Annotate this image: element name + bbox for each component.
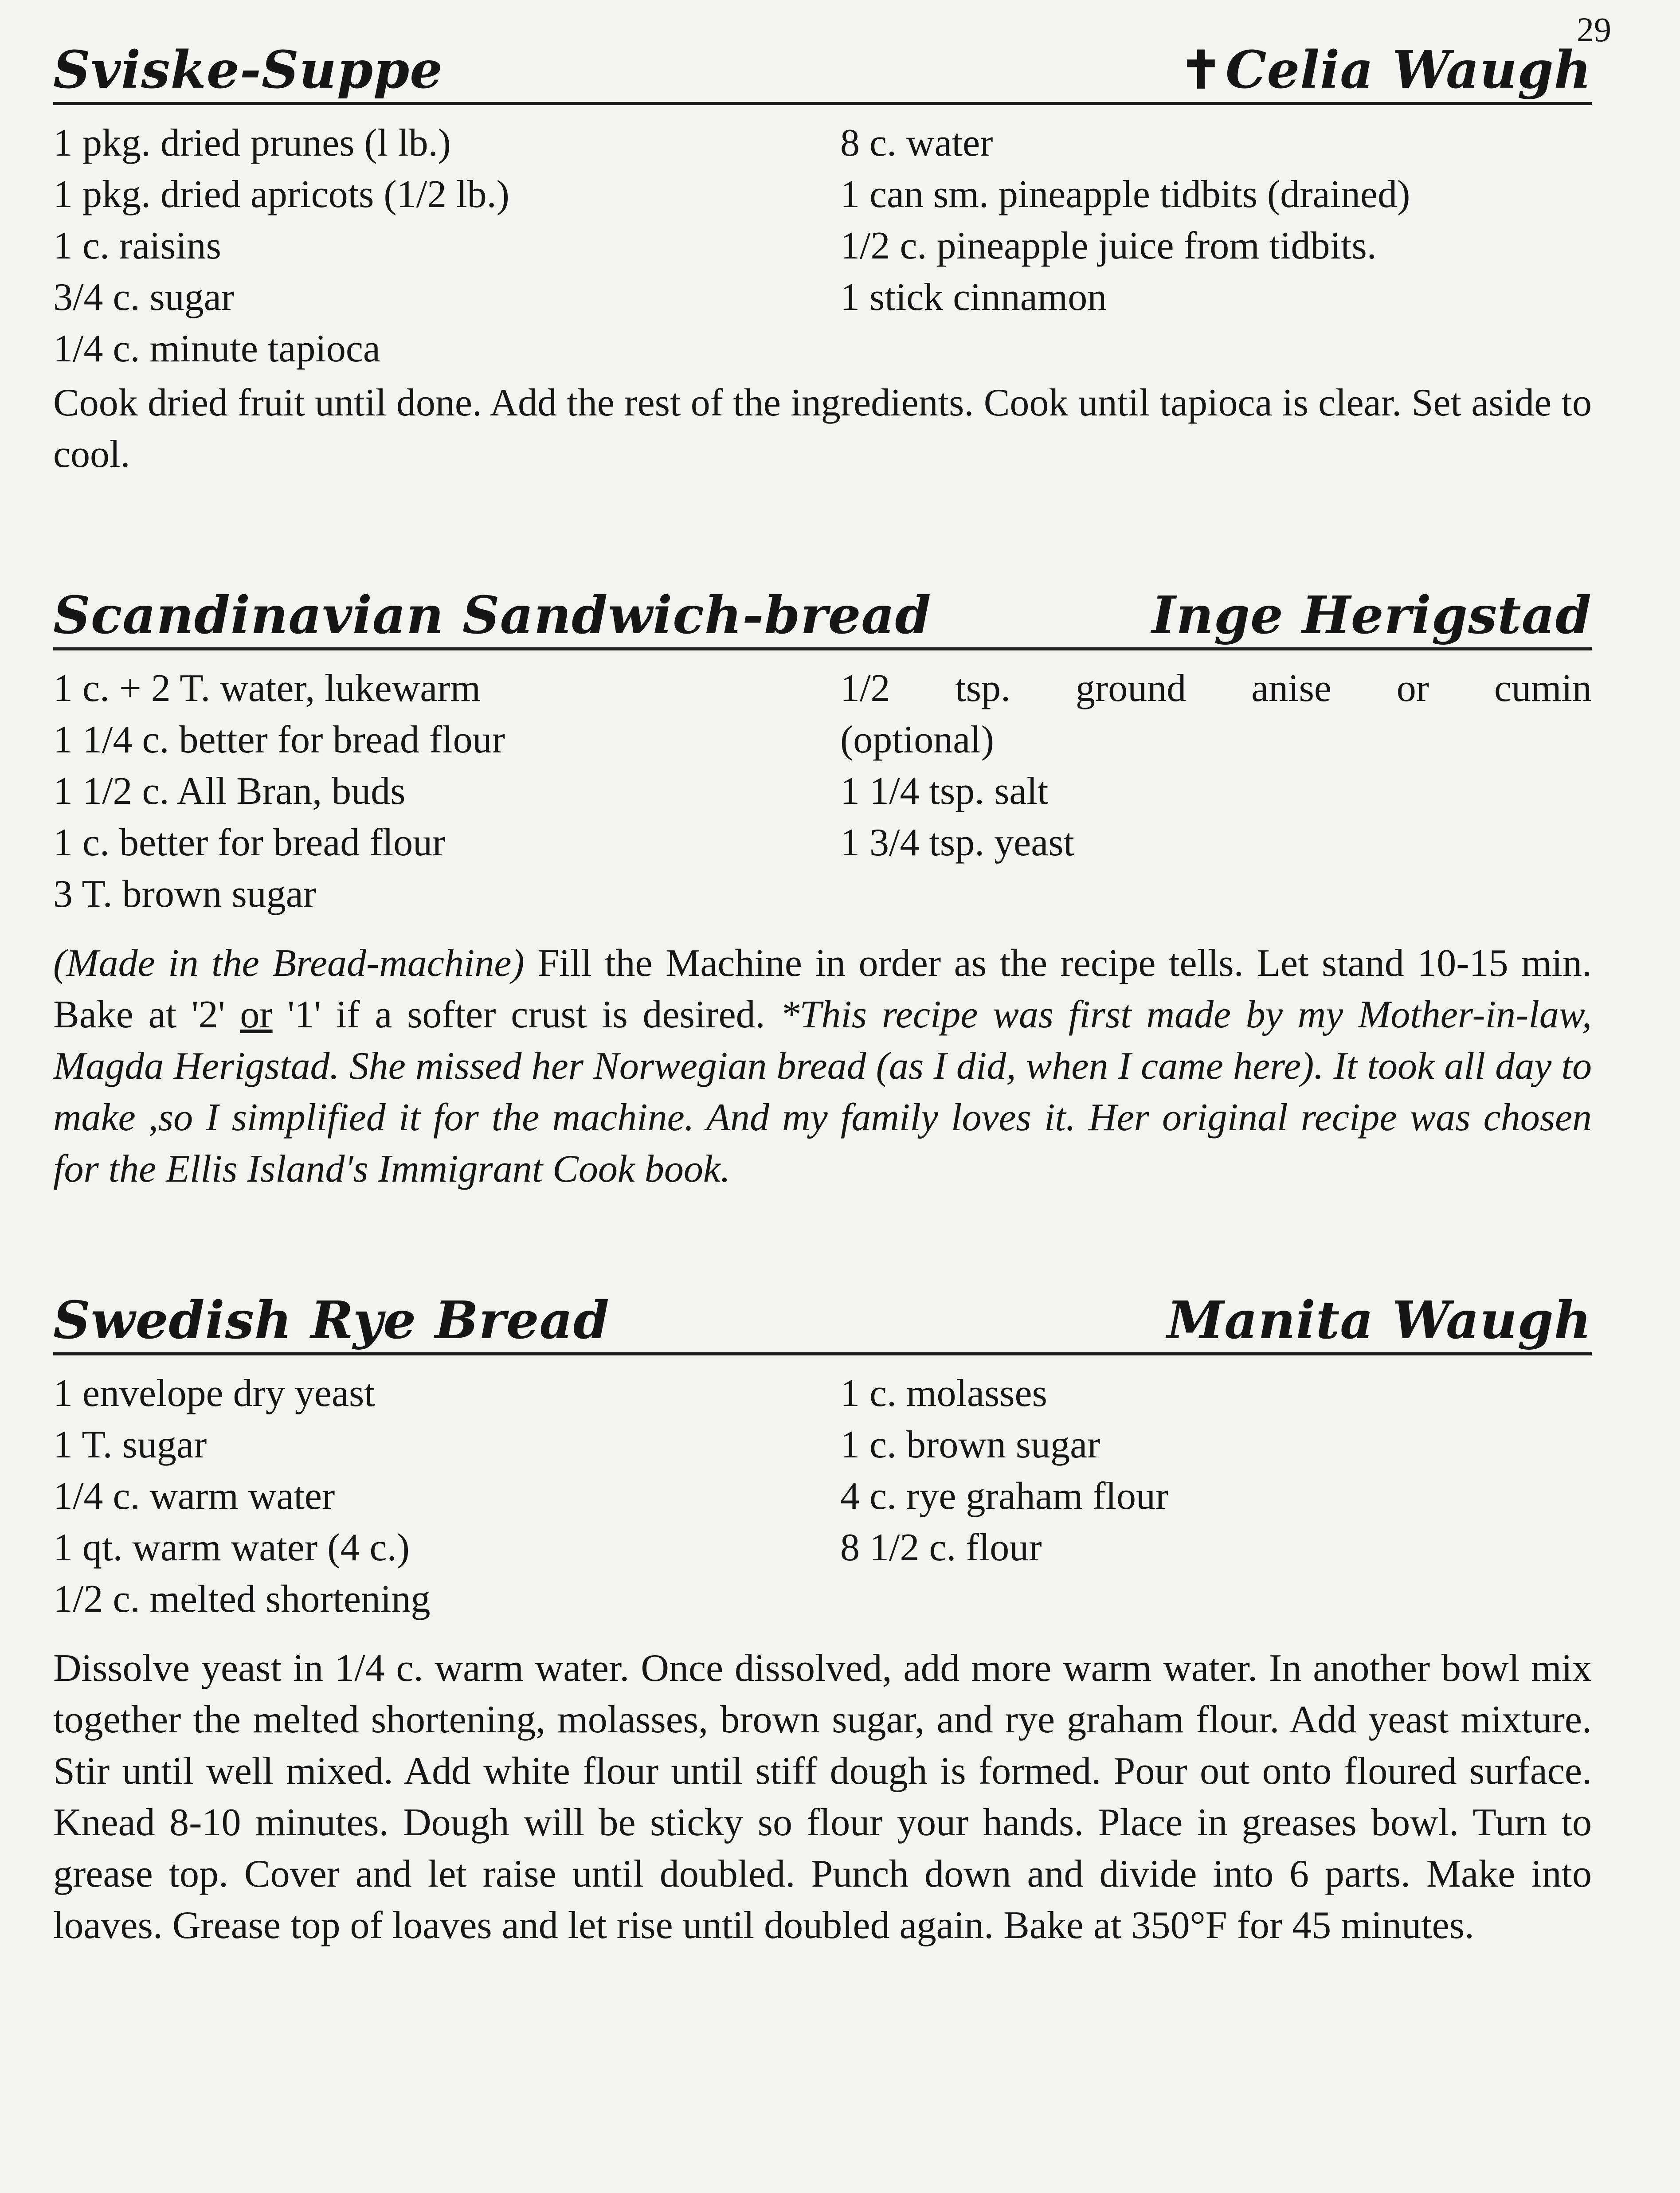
ingredient-item: 1 pkg. dried apricots (1/2 lb.) [53, 173, 509, 216]
instructions-note: *This recipe was first made by my Mother-in-law, Magda Herigstad. She missed her Norwegian bread (as I did, when I came here). It took all day to make ,so I simplified it for the machine. And my family loves it. Her original recipe was chosen for the Ellis Island's Immigrant Cook book. [53, 993, 1592, 1190]
recipe-scandinavian-sandwich-bread [53, 581, 1592, 1195]
ingredient-item: 1 c. raisins [53, 224, 221, 267]
recipe-title: Sviske-Suppe [53, 40, 443, 100]
word: anise [1251, 667, 1331, 710]
ingredient-item: 1 can sm. pineapple tidbits (drained) [840, 173, 1410, 216]
ingredient-item: 1 1/4 c. better for bread flour [53, 718, 505, 761]
ingredient-item: 3 T. brown sugar [53, 873, 317, 916]
ingredient-item: 1 1/4 tsp. salt [840, 770, 1049, 813]
ingredient-item: 1 envelope dry yeast [53, 1372, 375, 1415]
ingredient-item: 1/2 c. melted shortening [53, 1578, 431, 1621]
ingredient-item: 1/4 c. minute tapioca [53, 327, 380, 370]
word: cumin [1494, 667, 1592, 710]
recipe-author: Inge Herigstad [1151, 585, 1592, 646]
ingredient-item: 1 1/2 c. All Bran, buds [53, 770, 406, 813]
ingredient-item: 1 c. molasses [840, 1372, 1047, 1415]
ingredient-item: 1 c. + 2 T. water, lukewarm [53, 667, 481, 710]
ingredient-item: 1 T. sugar [53, 1423, 207, 1466]
ingredient-item: 1 qt. warm water (4 c.) [53, 1526, 410, 1569]
recipe-instructions: Dissolve yeast in 1/4 c. warm water. Once dissolved, add more warm water. In another bowl mix together the melted shortening, molasses, brown sugar, and rye graham flour. Add yeast mixture. Stir until well mixed. Add white flour until stiff dough is formed. Pour out onto floured surface. Knead 8-10 minutes. Dough will be sticky so flour your hands. Place in greases bowl. Turn to grease top. Cover and let raise until doubled. Punch down and divide into 6 parts. Make into loaves. Grease top of loaves and let rise until doubled again. Bake at 350°F for 45 minutes. [53, 1647, 1592, 1947]
recipe-instructions [53, 938, 1592, 1195]
word: or [1396, 667, 1429, 710]
ingredient-item: 1/4 c. warm water [53, 1475, 335, 1518]
ingredients-left-column [53, 1368, 840, 1625]
recipe-sviske-suppe [53, 35, 1592, 480]
ingredient-item: 1 stick cinnamon [840, 276, 1107, 319]
ingredient-item: 1 c. brown sugar [840, 1423, 1100, 1466]
ingredient-item: 8 1/2 c. flour [840, 1526, 1042, 1569]
recipe-title: Swedish Rye Bread [53, 1290, 610, 1351]
ingredient-item: 4 c. rye graham flour [840, 1475, 1169, 1518]
recipe-title: Scandinavian Sandwich-bread [53, 585, 932, 646]
ingredient-item: 1 c. better for bread flour [53, 821, 446, 864]
ingredient-item: 1/2 c. pineapple juice from tidbits. [840, 224, 1377, 267]
recipe-author: Manita Waugh [1167, 1290, 1592, 1351]
ingredients-list [53, 117, 1592, 375]
ingredients-right-column [840, 117, 1592, 375]
ingredient-item: 8 c. water [840, 121, 993, 164]
ingredients-left-column [53, 663, 840, 920]
page-number: 29 [1577, 10, 1611, 49]
word: tsp. [955, 667, 1011, 710]
recipe-swedish-rye-bread [53, 1286, 1592, 1951]
ingredient-item [840, 663, 1592, 714]
ingredients-left-column [53, 117, 840, 375]
recipe-header [53, 581, 1592, 650]
ingredients-list [53, 1368, 1592, 1625]
instructions-intro: (Made in the Bread-machine) [53, 942, 525, 985]
ingredients-right-column [840, 663, 1592, 920]
recipe-instructions: Cook dried fruit until done. Add the rest of the ingredients. Cook until tapioca is clear. Set aside to cool. [53, 381, 1592, 476]
word: ground [1075, 667, 1187, 710]
ingredient-item: 1 pkg. dried prunes (l lb.) [53, 121, 451, 164]
word: 1/2 [840, 667, 890, 710]
recipe-header [53, 1286, 1592, 1355]
author-name: Celia Waugh [1226, 40, 1592, 100]
instructions-text: '1' if a softer crust is desired. [272, 993, 780, 1036]
instructions-text: Fill the Machine in order as the recipe tells. Let stand 10-15 min. Bake at '2' [53, 942, 1592, 1036]
recipe-header [53, 35, 1592, 105]
ingredients-list [53, 663, 1592, 920]
ingredient-item: 3/4 c. sugar [53, 276, 235, 319]
instructions-or: or [240, 993, 273, 1036]
ingredient-item: 1 3/4 tsp. yeast [840, 821, 1074, 864]
cross-icon: ✝ [1179, 40, 1223, 100]
ingredients-right-column [840, 1368, 1592, 1625]
recipe-author [1179, 40, 1592, 102]
ingredient-item: (optional) [840, 718, 995, 761]
